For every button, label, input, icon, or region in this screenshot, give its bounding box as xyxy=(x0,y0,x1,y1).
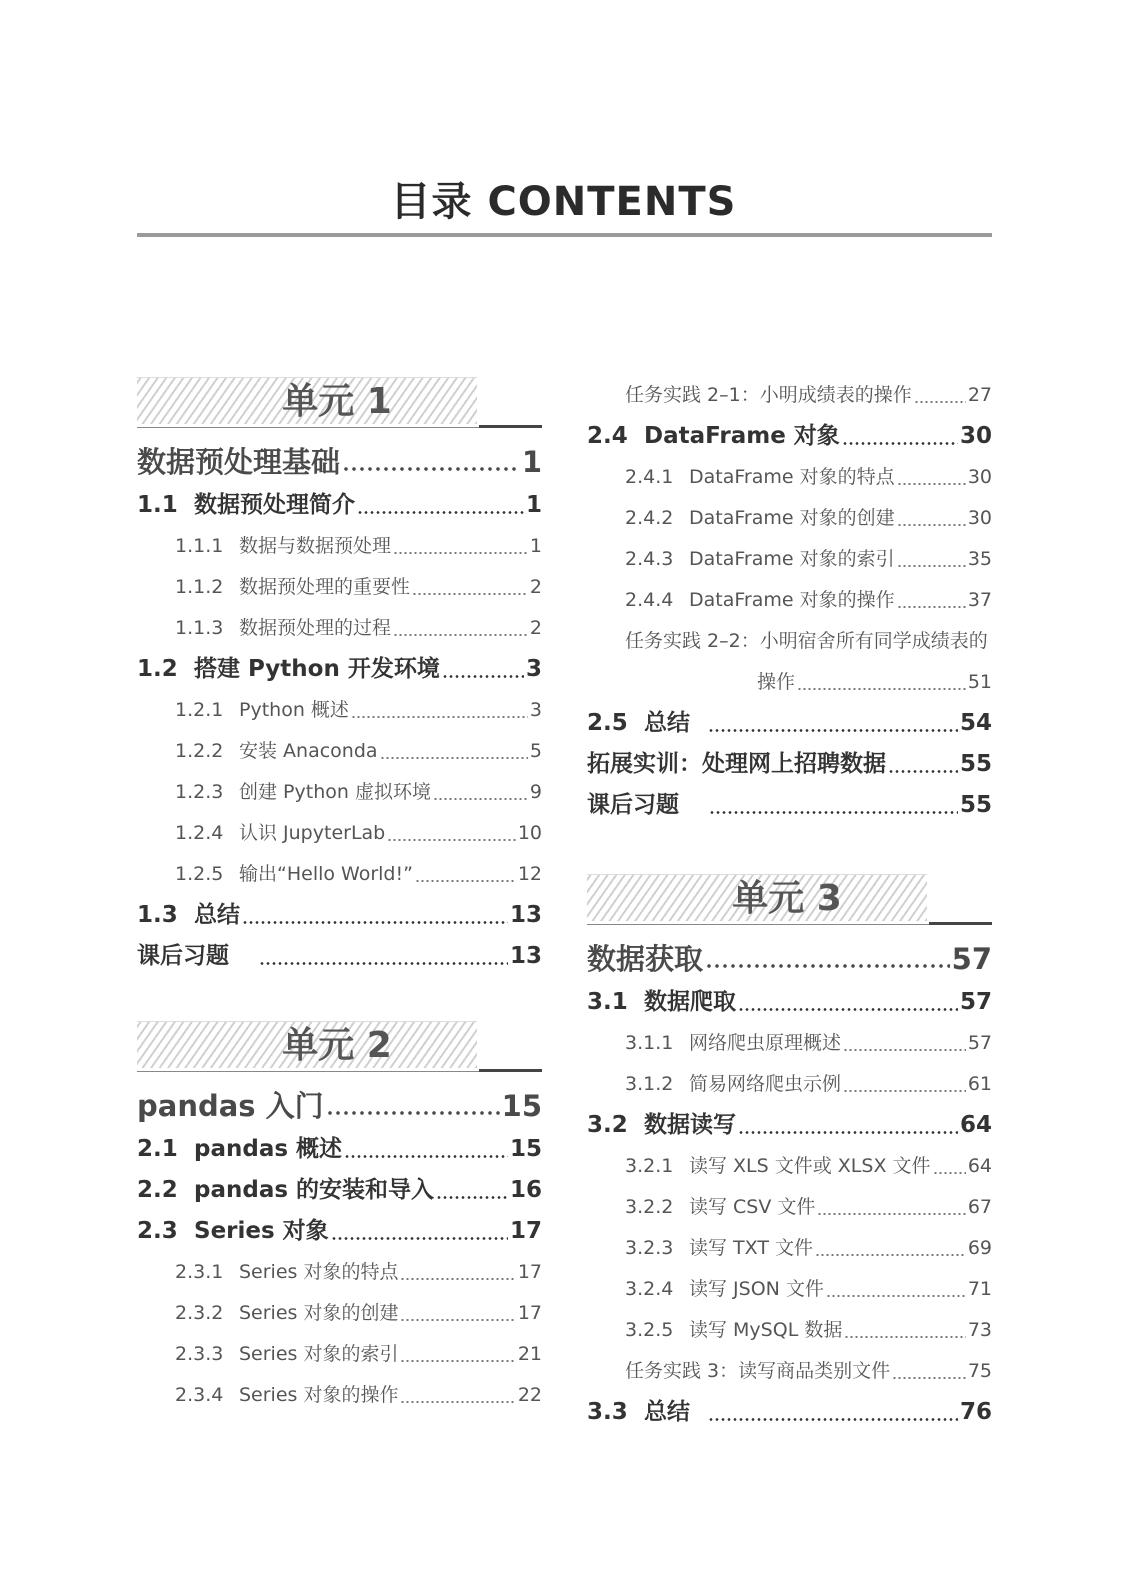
section-number: 1.2.2 xyxy=(175,740,224,762)
toc-subsection[interactable] xyxy=(137,1334,542,1375)
toc-subsection[interactable] xyxy=(137,854,542,895)
toc-chapter[interactable] xyxy=(137,1083,542,1129)
entry-title: 数据爬取 xyxy=(644,989,736,1015)
entry-title: 任务实践 2–1：小明成绩表的操作 xyxy=(625,384,912,406)
toc-subsection[interactable] xyxy=(137,526,542,567)
toc-subsection[interactable] xyxy=(587,1064,992,1105)
entry-title: 总结 xyxy=(644,710,690,736)
dot-leader xyxy=(843,1090,966,1092)
dot-leader xyxy=(400,1319,515,1321)
unit-label: 单元 3 xyxy=(732,878,842,919)
dot-leader xyxy=(708,729,958,732)
entry-title: 任务实践 2–2：小明宿舍所有同学成绩表的 xyxy=(625,630,988,652)
page-number: 16 xyxy=(509,1177,542,1203)
page-number: 51 xyxy=(967,671,992,693)
dot-leader xyxy=(436,1196,508,1199)
page-number: 17 xyxy=(517,1261,542,1283)
page-number: 67 xyxy=(967,1196,992,1218)
entry-title: 网络爬虫原理概述 xyxy=(689,1032,842,1054)
entry-title: pandas 概述 xyxy=(194,1136,343,1162)
entry-title: 任务实践 3：读写商品类别文件 xyxy=(625,1360,891,1382)
page-number: 22 xyxy=(517,1384,542,1406)
entry-title: Python 概述 xyxy=(239,699,349,721)
dot-leader xyxy=(797,688,966,690)
page-number: 71 xyxy=(967,1278,992,1300)
toc-subsection[interactable] xyxy=(587,1228,992,1269)
unit-banner xyxy=(137,375,542,431)
dot-leader xyxy=(415,880,516,882)
page-number: 54 xyxy=(959,710,992,736)
page-number: 55 xyxy=(959,751,992,777)
dot-leader xyxy=(933,1172,966,1174)
toc-section[interactable] xyxy=(587,982,992,1023)
dot-leader xyxy=(393,634,528,636)
section-number: 3.2.4 xyxy=(625,1278,674,1300)
toc-task[interactable] xyxy=(587,1351,992,1392)
section-number: 2.3.3 xyxy=(175,1343,224,1365)
dot-leader xyxy=(914,401,966,403)
dot-leader xyxy=(888,770,958,773)
section-number: 2.3.2 xyxy=(175,1302,224,1324)
page-number: 30 xyxy=(967,466,992,488)
entry-title: 数据预处理的过程 xyxy=(239,617,392,639)
page-number: 13 xyxy=(509,943,542,969)
page-number: 10 xyxy=(517,822,542,844)
entry-title: 认识 JupyterLab xyxy=(239,822,386,844)
dot-leader xyxy=(242,921,508,924)
entry-title: Series 对象的创建 xyxy=(239,1302,399,1324)
page-number: 30 xyxy=(967,507,992,529)
toc-subsection[interactable] xyxy=(137,567,542,608)
toc-section[interactable] xyxy=(137,649,542,690)
dot-leader xyxy=(815,1254,966,1256)
dot-leader xyxy=(738,1131,958,1134)
section-number: 1.1.1 xyxy=(175,535,224,557)
page-number: 64 xyxy=(967,1155,992,1177)
dot-leader xyxy=(433,798,528,800)
toc-section[interactable] xyxy=(587,1392,992,1433)
toc-subsection[interactable] xyxy=(587,1187,992,1228)
section-number: 3.1 xyxy=(587,989,628,1015)
toc-subsection[interactable] xyxy=(137,1252,542,1293)
banner-rule-accent xyxy=(479,425,542,428)
toc-section[interactable] xyxy=(137,1129,542,1170)
page-number: 1 xyxy=(529,535,542,557)
toc-subsection[interactable] xyxy=(137,608,542,649)
unit-label: 单元 2 xyxy=(282,1025,392,1066)
page-number: 64 xyxy=(959,1112,992,1138)
entry-title: 拓展实训：处理网上招聘数据 xyxy=(587,751,886,777)
toc-subsection[interactable] xyxy=(587,457,992,498)
toc-subsection[interactable] xyxy=(137,813,542,854)
banner-rule-accent xyxy=(479,1069,542,1072)
section-number: 1.1.2 xyxy=(175,576,224,598)
dot-leader xyxy=(442,675,524,678)
dot-leader xyxy=(897,483,966,485)
unit-banner xyxy=(137,1019,542,1075)
section-number: 2.3.1 xyxy=(175,1261,224,1283)
dot-leader xyxy=(387,839,516,841)
page-number: 75 xyxy=(967,1360,992,1382)
dot-leader xyxy=(380,757,528,759)
entry-title: 数据读写 xyxy=(644,1112,736,1138)
section-number: 3.2.2 xyxy=(625,1196,674,1218)
dot-leader xyxy=(400,1278,515,1280)
entry-title: Series 对象的特点 xyxy=(239,1261,399,1283)
page-number: 15 xyxy=(509,1136,542,1162)
toc-subsection[interactable] xyxy=(137,731,542,772)
section-number: 1.1 xyxy=(137,492,178,518)
section-number: 2.2 xyxy=(137,1177,178,1203)
dot-leader xyxy=(344,1155,508,1158)
dot-leader xyxy=(259,962,508,965)
dot-leader xyxy=(412,593,528,595)
entry-title: Series 对象的操作 xyxy=(239,1384,399,1406)
toc-chapter[interactable] xyxy=(587,936,992,982)
unit-label: 单元 1 xyxy=(282,381,392,422)
entry-title: 读写 XLS 文件或 XLSX 文件 xyxy=(689,1155,931,1177)
entry-title: 总结 xyxy=(194,902,240,928)
section-number: 3.1.2 xyxy=(625,1073,674,1095)
page-number: 27 xyxy=(967,384,992,406)
section-number: 2.4.1 xyxy=(625,466,674,488)
dot-leader xyxy=(897,524,966,526)
page-number: 3 xyxy=(529,699,542,721)
entry-title: Series 对象 xyxy=(194,1218,329,1244)
page-number: 1 xyxy=(525,492,542,518)
entry-title: 安装 Anaconda xyxy=(239,740,378,762)
page-number: 55 xyxy=(959,792,992,818)
entry-title: Series 对象的索引 xyxy=(239,1343,399,1365)
toc-section[interactable] xyxy=(137,936,542,977)
dot-leader xyxy=(843,1049,966,1051)
dot-leader xyxy=(331,1237,508,1240)
section-number: 3.3 xyxy=(587,1399,628,1425)
dot-leader xyxy=(400,1360,515,1362)
section-number: 1.2 xyxy=(137,656,178,682)
toc-subsection[interactable] xyxy=(587,1023,992,1064)
dot-leader xyxy=(817,1213,965,1215)
banner-rule-accent xyxy=(929,922,992,925)
page-number: 21 xyxy=(517,1343,542,1365)
toc-section[interactable] xyxy=(587,785,992,826)
page-number: 30 xyxy=(959,423,992,449)
toc-section[interactable] xyxy=(137,1211,542,1252)
section-number: 2.4.4 xyxy=(625,589,674,611)
toc-subsection[interactable] xyxy=(587,539,992,580)
entry-title: 总结 xyxy=(644,1399,690,1425)
entry-title: 搭建 Python 开发环境 xyxy=(194,656,440,682)
toc-right-column xyxy=(587,375,992,1433)
page-number: 61 xyxy=(967,1073,992,1095)
dot-leader xyxy=(892,1377,966,1379)
section-number: 2.4.3 xyxy=(625,548,674,570)
dot-leader xyxy=(709,811,958,814)
page-number: 1 xyxy=(521,445,542,479)
dot-leader xyxy=(844,1336,965,1338)
toc-subsection[interactable] xyxy=(587,1146,992,1187)
toc-chapter[interactable] xyxy=(137,439,542,485)
section-number: 2.3 xyxy=(137,1218,178,1244)
section-number: 1.2.1 xyxy=(175,699,224,721)
entry-title: 数据预处理简介 xyxy=(194,492,355,518)
entry-title: pandas 的安装和导入 xyxy=(194,1177,435,1203)
toc-task-continuation[interactable] xyxy=(587,662,992,703)
entry-title: 创建 Python 虚拟环境 xyxy=(239,781,431,803)
dot-leader xyxy=(393,552,528,554)
spacer xyxy=(137,977,542,1019)
toc-section[interactable] xyxy=(137,1170,542,1211)
dot-leader xyxy=(351,716,528,718)
toc-subsection[interactable] xyxy=(587,1310,992,1351)
toc-subsection[interactable] xyxy=(137,1293,542,1334)
section-number: 2.4 xyxy=(587,423,628,449)
dot-leader xyxy=(897,606,966,608)
entry-title: 读写 TXT 文件 xyxy=(689,1237,813,1259)
dot-leader xyxy=(342,467,520,471)
toc-subsection[interactable] xyxy=(137,690,542,731)
section-number: 1.2.5 xyxy=(175,863,224,885)
section-number: 3.2 xyxy=(587,1112,628,1138)
page-number: 17 xyxy=(509,1218,542,1244)
entry-title: DataFrame 对象的创建 xyxy=(689,507,895,529)
entry-title: 读写 MySQL 数据 xyxy=(689,1319,843,1341)
page-number: 15 xyxy=(501,1089,542,1123)
entry-title: 数据预处理基础 xyxy=(137,445,341,479)
entry-title: 数据获取 xyxy=(587,942,704,976)
dot-leader xyxy=(897,565,966,567)
section-number: 1.3 xyxy=(137,902,178,928)
page-number: 37 xyxy=(967,589,992,611)
section-number: 2.4.2 xyxy=(625,507,674,529)
dot-leader xyxy=(826,1295,966,1297)
page-number: 57 xyxy=(951,942,992,976)
page-number: 76 xyxy=(959,1399,992,1425)
entry-title: 课后习题 xyxy=(137,943,229,969)
page-number: 3 xyxy=(525,656,542,682)
toc-section[interactable] xyxy=(587,703,992,744)
dot-leader xyxy=(738,1008,958,1011)
unit-banner xyxy=(587,872,992,928)
toc-section[interactable] xyxy=(137,895,542,936)
page-number: 12 xyxy=(517,863,542,885)
dot-leader xyxy=(705,964,950,968)
page-number: 57 xyxy=(959,989,992,1015)
entry-title: DataFrame 对象的索引 xyxy=(689,548,895,570)
section-number: 1.2.4 xyxy=(175,822,224,844)
toc-subsection[interactable] xyxy=(587,1269,992,1310)
page-number: 35 xyxy=(967,548,992,570)
section-number: 3.1.1 xyxy=(625,1032,674,1054)
entry-title: 输出“Hello World!” xyxy=(239,863,413,885)
entry-title: 课后习题 xyxy=(587,792,679,818)
toc-subsection[interactable] xyxy=(587,498,992,539)
entry-title: 数据预处理的重要性 xyxy=(239,576,411,598)
dot-leader xyxy=(326,1111,500,1115)
page-title: 目录 CONTENTS xyxy=(390,179,737,225)
toc-subsection[interactable] xyxy=(137,1375,542,1416)
entry-title: 数据与数据预处理 xyxy=(239,535,392,557)
toc-subsection[interactable] xyxy=(137,772,542,813)
page-number: 57 xyxy=(967,1032,992,1054)
entry-title: DataFrame 对象 xyxy=(644,423,840,449)
dot-leader xyxy=(708,1418,958,1421)
entry-title: 操作 xyxy=(757,671,796,693)
entry-title: DataFrame 对象的特点 xyxy=(689,466,895,488)
section-number: 2.5 xyxy=(587,710,628,736)
page-number: 73 xyxy=(967,1319,992,1341)
entry-title: 简易网络爬虫示例 xyxy=(689,1073,842,1095)
toc-section[interactable] xyxy=(587,744,992,785)
toc-left-column xyxy=(137,375,542,1416)
page-number: 17 xyxy=(517,1302,542,1324)
entry-title: 读写 CSV 文件 xyxy=(689,1196,816,1218)
section-number: 3.2.3 xyxy=(625,1237,674,1259)
dot-leader xyxy=(357,511,524,514)
entry-title: pandas 入门 xyxy=(137,1089,324,1123)
dot-leader xyxy=(400,1401,515,1403)
spacer xyxy=(587,826,992,872)
section-number: 3.2.5 xyxy=(625,1319,674,1341)
toc-section[interactable] xyxy=(587,416,992,457)
section-number: 1.1.3 xyxy=(175,617,224,639)
section-number: 2.1 xyxy=(137,1136,178,1162)
title-rule xyxy=(137,233,992,237)
section-number: 3.2.1 xyxy=(625,1155,674,1177)
page-number: 2 xyxy=(529,617,542,639)
entry-title: DataFrame 对象的操作 xyxy=(689,589,895,611)
page-number: 9 xyxy=(529,781,542,803)
page-number: 13 xyxy=(509,902,542,928)
toc-section[interactable] xyxy=(137,485,542,526)
page-number: 69 xyxy=(967,1237,992,1259)
toc-task[interactable] xyxy=(587,375,992,416)
page-number: 5 xyxy=(529,740,542,762)
section-number: 2.3.4 xyxy=(175,1384,224,1406)
toc-section[interactable] xyxy=(587,1105,992,1146)
entry-title: 读写 JSON 文件 xyxy=(689,1278,824,1300)
dot-leader xyxy=(842,442,958,445)
page-number: 2 xyxy=(529,576,542,598)
section-number: 1.2.3 xyxy=(175,781,224,803)
toc-task[interactable] xyxy=(587,621,992,662)
toc-subsection[interactable] xyxy=(587,580,992,621)
